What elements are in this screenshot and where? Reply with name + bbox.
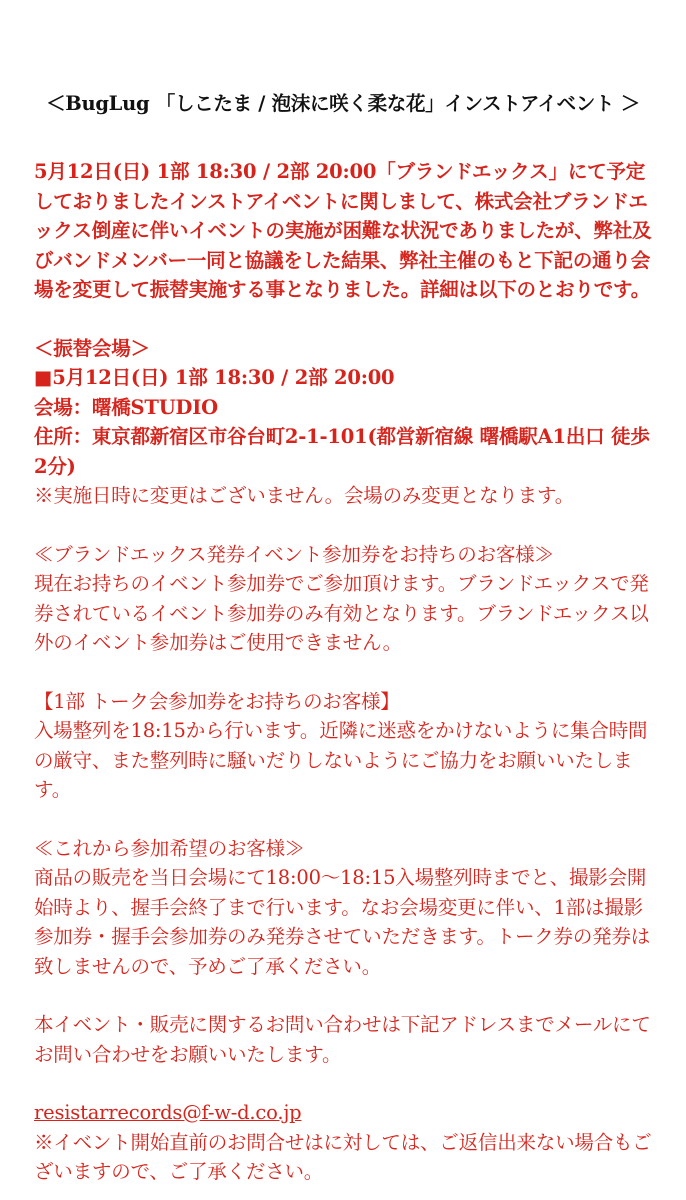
- spacer: [34, 511, 652, 540]
- venue-heading: ＜振替会場＞: [34, 336, 150, 360]
- new-participants-section: [34, 834, 652, 982]
- venue-place: 会場：曙橋STUDIO: [34, 395, 218, 419]
- spacer: [34, 305, 652, 334]
- contact-note: ※イベント開始直前のお問合せはに対しては、ご返信出来ない場合もございますので、ご了承ください。: [34, 1130, 652, 1183]
- brandx-ticket-section: [34, 540, 652, 658]
- contact-section: [34, 1098, 652, 1187]
- talk-ticket-heading: 【1部 トーク会参加券をお持ちのお客様】: [34, 689, 400, 713]
- contact-email-link[interactable]: resistarrecords@f-w-d.co.jp: [34, 1101, 302, 1124]
- venue-note: ※実施日時に変更はございません。会場のみ変更となります。: [34, 484, 575, 507]
- spacer: [34, 1069, 652, 1098]
- brandx-ticket-body: 現在お持ちのイベント参加券でご参加頂けます。ブランドエックスで発券されているイベント参加券のみ有効となります。ブランドエックス以外のイベント参加券はご使用できません。: [34, 572, 649, 654]
- contact-text: 本イベント・販売に関するお問い合わせは下記アドレスまでメールにてお問い合わせをお願いいたします。: [34, 1013, 651, 1066]
- talk-ticket-section: [34, 687, 652, 805]
- talk-ticket-body: 入場整列を18:15から行います。近隣に迷惑をかけないように集合時間の厳守、また整列時に騒いだりしないようにご協力をお願いいたします。: [34, 719, 648, 801]
- spacer: [34, 805, 652, 834]
- page-title: ＜BugLug 「しこたま / 泡沫に咲く柔な花」インストアイベント ＞: [46, 92, 640, 115]
- brandx-ticket-heading: ≪ブランドエックス発券イベント参加券をお持ちのお客様≫: [34, 542, 554, 566]
- venue-date: ■5月12日(日) 1部 18:30 / 2部 20:00: [34, 366, 395, 389]
- intro-paragraph: 5月12日(日) 1部 18:30 / 2部 20:00「ブランドエックス」にて予定しておりましたインストアイベントに関しまして、株式会社ブランドエックス倒産に伴いイベントの実施が困難な状況でありましたが、弊社及びバンドメンバー一同と協議をした結果、弊社主催のもと下記の通り会場を変更して振替実施する事となりました。詳細は以下のとおりです。: [34, 160, 652, 301]
- venue-address: 住所：東京都新宿区市谷台町2-1-101(都営新宿線 曙橋駅A1出口 徒歩2分): [34, 425, 650, 478]
- new-participants-heading: ≪これから参加希望のお客様≫: [34, 836, 305, 860]
- spacer: [34, 658, 652, 687]
- spacer: [34, 981, 652, 1010]
- venue-section: [34, 334, 652, 482]
- new-participants-body: 商品の販売を当日会場にて18:00〜18:15入場整列時までと、撮影会開始時より、握手会終了まで行います。なお会場変更に伴い、1部は撮影参加券・握手会参加券のみ発券させていただきます。トーク券の発券は致しませんので、予めご了承ください。: [34, 866, 651, 978]
